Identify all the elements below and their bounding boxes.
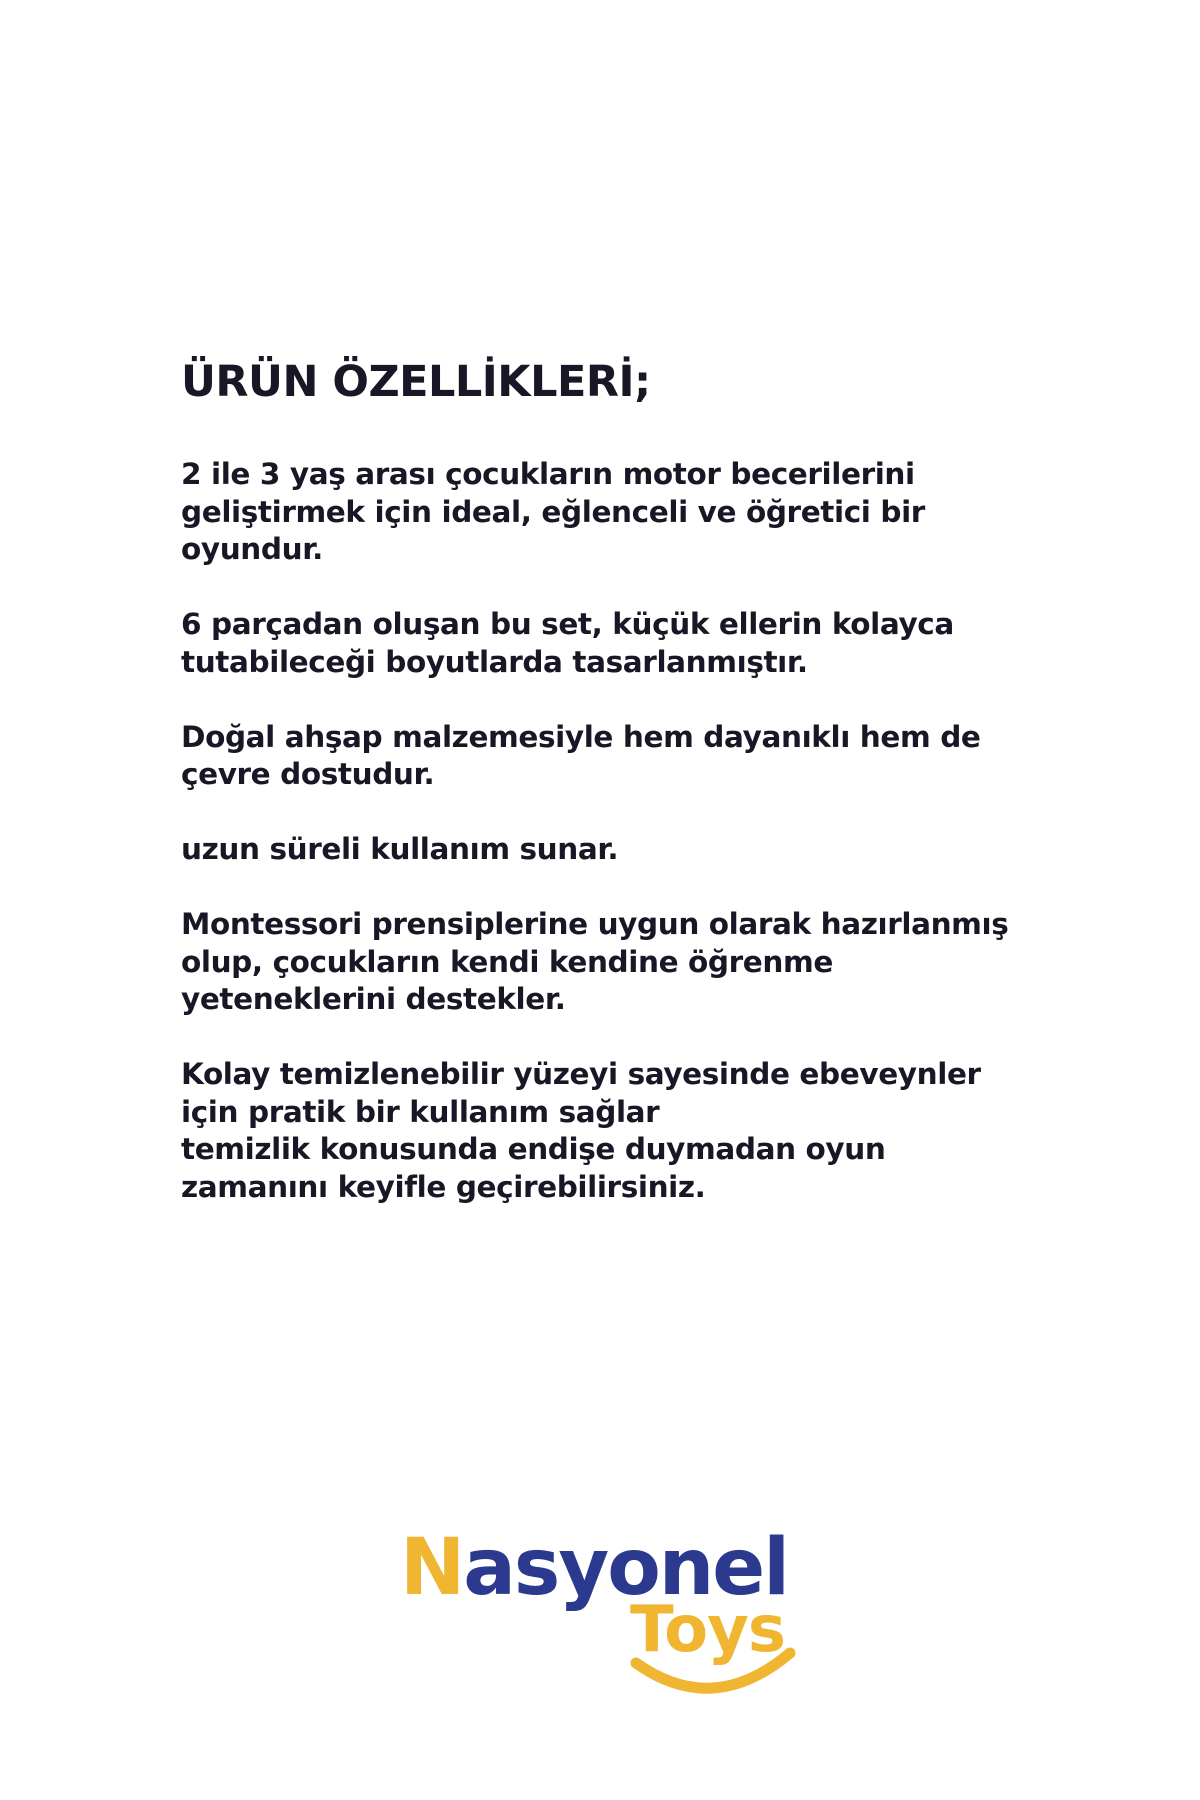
paragraph-line: tutabileceği boyutlarda tasarlanmıştır.	[181, 644, 808, 679]
paragraph-line: 2 ile 3 yaş arası çocukların motor becerilerini	[181, 457, 915, 491]
paragraph-line: Montessori prensiplerine uygun olarak hazırlanmış	[181, 907, 1009, 941]
paragraph-line: uzun süreli kullanım sunar.	[181, 832, 619, 866]
paragraph-cleaning	[181, 1056, 1041, 1206]
paragraph-age-range	[181, 456, 1041, 569]
logo-initial: N	[400, 1523, 464, 1613]
product-features-section	[181, 356, 1041, 1244]
paragraph-montessori	[181, 906, 1041, 1019]
logo-wordmark-rest: asyonel	[463, 1523, 788, 1613]
paragraph-line: temizlik konusunda endişe duymadan oyun	[181, 1132, 886, 1166]
paragraph-piece-count	[181, 606, 1041, 681]
features-heading: ÜRÜN ÖZELLİKLERİ;	[181, 357, 651, 407]
paragraph-line: yeteneklerini destekler.	[181, 982, 566, 1016]
paragraph-line: Kolay temizlenebilir yüzeyi sayesinde ebeveynler	[181, 1057, 981, 1091]
paragraph-line: olup, çocukların kendi kendine öğrenme	[181, 944, 833, 979]
smile-arc-icon	[628, 1623, 798, 1703]
paragraph-line: için pratik bir kullanım sağlar	[181, 1094, 660, 1129]
paragraph-line: 6 parçadan oluşan bu set, küçük ellerin kolayca	[181, 607, 954, 641]
paragraph-material	[181, 719, 1041, 794]
logo-subbrand: Toys	[630, 1593, 785, 1667]
paragraph-durability	[181, 831, 1041, 869]
brand-logo	[400, 1525, 800, 1695]
paragraph-line: geliştirmek için ideal, eğlenceli ve öğretici bir	[181, 494, 925, 529]
paragraph-line: Doğal ahşap malzemesiyle hem dayanıklı hem de	[181, 719, 981, 754]
paragraph-line: zamanını keyifle geçirebilirsiniz.	[181, 1169, 706, 1204]
paragraph-line: oyundur.	[181, 532, 323, 566]
paragraph-line: çevre dostudur.	[181, 757, 435, 791]
